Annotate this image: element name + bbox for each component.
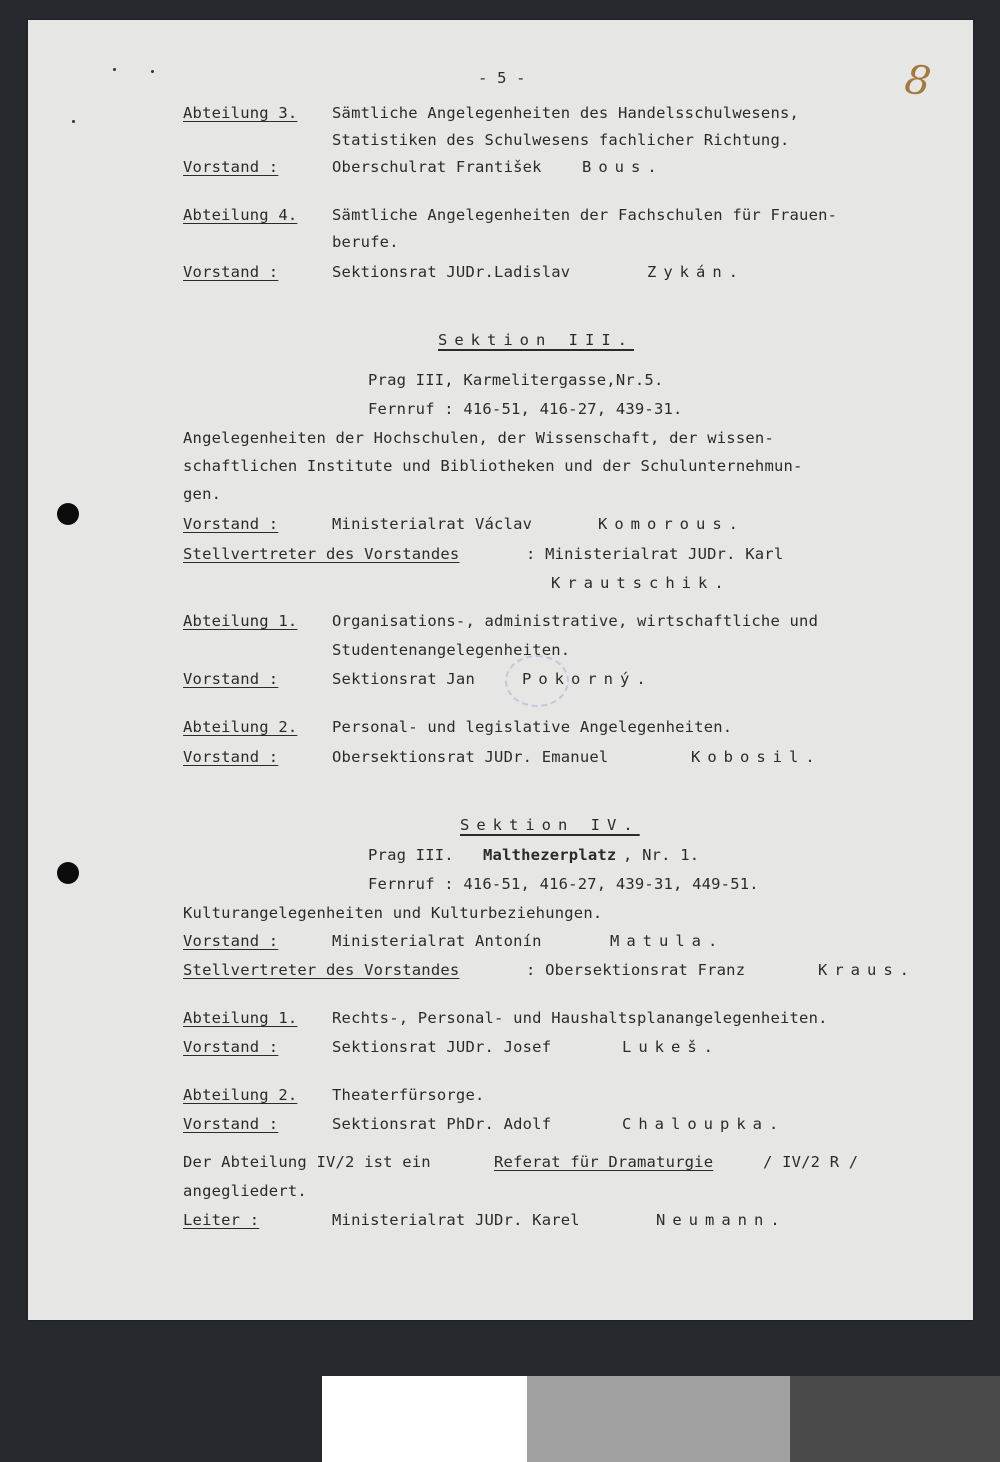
head-label: Vorstand : bbox=[183, 263, 279, 281]
speck bbox=[113, 68, 116, 71]
head-name: Kobosil. bbox=[691, 748, 822, 766]
head-label: Vorstand : bbox=[183, 748, 279, 766]
head-text: Sektionsrat PhDr. Adolf bbox=[332, 1115, 552, 1133]
leader-name: Neumann. bbox=[656, 1211, 787, 1229]
head-text: Sektionsrat Jan bbox=[332, 670, 475, 688]
section-address-number: , Nr. 1. bbox=[623, 846, 700, 864]
dept-label: Abteilung 1. bbox=[183, 1009, 298, 1027]
head-name: Pokorný. bbox=[522, 670, 653, 688]
archive-page-mark: 8 bbox=[901, 56, 934, 106]
dept-label: Abteilung 1. bbox=[183, 612, 298, 630]
head-text: Oberschulrat František bbox=[332, 158, 542, 176]
calibration-strip-dark bbox=[790, 1376, 1000, 1462]
section-heading: Sektion IV. bbox=[460, 816, 640, 834]
calibration-strip-gray bbox=[527, 1376, 790, 1462]
head-name: Komorous. bbox=[598, 515, 745, 533]
speck bbox=[72, 120, 75, 123]
head-name: Chaloupka. bbox=[622, 1115, 786, 1133]
section-description: Angelegenheiten der Hochschulen, der Wissenschaft, der wissen- bbox=[183, 429, 774, 447]
calibration-strip-white bbox=[322, 1376, 527, 1462]
head-name: Lukeš. bbox=[622, 1038, 720, 1056]
dept-label: Abteilung 2. bbox=[183, 718, 298, 736]
section-description: gen. bbox=[183, 485, 222, 503]
dept-text: Sämtliche Angelegenheiten der Fachschulen für Frauen- bbox=[332, 206, 838, 224]
head-label: Vorstand : bbox=[183, 932, 279, 950]
head-text: Obersektionsrat JUDr. Emanuel bbox=[332, 748, 609, 766]
dept-text: Theaterfürsorge. bbox=[332, 1086, 485, 1104]
note-code: / IV/2 R / bbox=[763, 1153, 859, 1171]
dept-text: Personal- und legislative Angelegenheiten. bbox=[332, 718, 733, 736]
note-referat: Referat für Dramaturgie bbox=[494, 1153, 714, 1171]
head-text: Ministerialrat Václav bbox=[332, 515, 533, 533]
note-text: Der Abteilung IV/2 ist ein bbox=[183, 1153, 431, 1171]
head-text: Ministerialrat Antonín bbox=[332, 932, 542, 950]
dept-label: Abteilung 4. bbox=[183, 206, 298, 224]
deputy-name: Kraus. bbox=[818, 961, 916, 979]
dept-text: Organisations-, administrative, wirtschaftliche und bbox=[332, 612, 819, 630]
punch-hole-top bbox=[57, 503, 79, 525]
section-heading: Sektion III. bbox=[438, 331, 634, 349]
dept-label: Abteilung 3. bbox=[183, 104, 298, 122]
dept-text: Rechts-, Personal- und Haushaltsplanangelegenheiten. bbox=[332, 1009, 828, 1027]
section-address: Prag III, Karmelitergasse,Nr.5. bbox=[368, 371, 664, 389]
deputy-text: : Obersektionsrat Franz bbox=[526, 961, 746, 979]
head-text: Sektionsrat JUDr. Josef bbox=[332, 1038, 552, 1056]
deputy-text: : Ministerialrat JUDr. Karl bbox=[526, 545, 784, 563]
head-text: Sektionsrat JUDr.Ladislav bbox=[332, 263, 571, 281]
dept-text: berufe. bbox=[332, 233, 399, 251]
head-label: Vorstand : bbox=[183, 515, 279, 533]
section-description: schaftlichen Institute und Bibliotheken und der Schulunternehmun- bbox=[183, 457, 803, 475]
head-label: Vorstand : bbox=[183, 1038, 279, 1056]
dept-text: Statistiken des Schulwesens fachlicher Richtung. bbox=[332, 131, 790, 149]
head-name: Matula. bbox=[610, 932, 725, 950]
dept-text: Sämtliche Angelegenheiten des Handelsschulwesens, bbox=[332, 104, 800, 122]
deputy-label: Stellvertreter des Vorstandes bbox=[183, 961, 460, 979]
head-label: Vorstand : bbox=[183, 158, 279, 176]
page-number: - 5 - bbox=[478, 69, 526, 87]
punch-hole-bottom bbox=[57, 862, 79, 884]
speck bbox=[151, 70, 154, 73]
deputy-label: Stellvertreter des Vorstandes bbox=[183, 545, 460, 563]
section-description: Kulturangelegenheiten und Kulturbeziehungen. bbox=[183, 904, 603, 922]
head-name: Zykán. bbox=[647, 263, 745, 281]
section-address: Prag III. bbox=[368, 846, 454, 864]
leader-label: Leiter : bbox=[183, 1211, 260, 1229]
note-text: angegliedert. bbox=[183, 1182, 307, 1200]
head-label: Vorstand : bbox=[183, 670, 279, 688]
head-label: Vorstand : bbox=[183, 1115, 279, 1133]
section-address-street: Malthezerplatz bbox=[483, 846, 617, 864]
dept-label: Abteilung 2. bbox=[183, 1086, 298, 1104]
section-phone: Fernruf : 416-51, 416-27, 439-31, 449-51. bbox=[368, 875, 759, 893]
deputy-name: Krautschik. bbox=[551, 574, 731, 592]
section-phone: Fernruf : 416-51, 416-27, 439-31. bbox=[368, 400, 683, 418]
head-name: Bous. bbox=[582, 158, 664, 176]
dept-text: Studentenangelegenheiten. bbox=[332, 641, 571, 659]
leader-text: Ministerialrat JUDr. Karel bbox=[332, 1211, 580, 1229]
